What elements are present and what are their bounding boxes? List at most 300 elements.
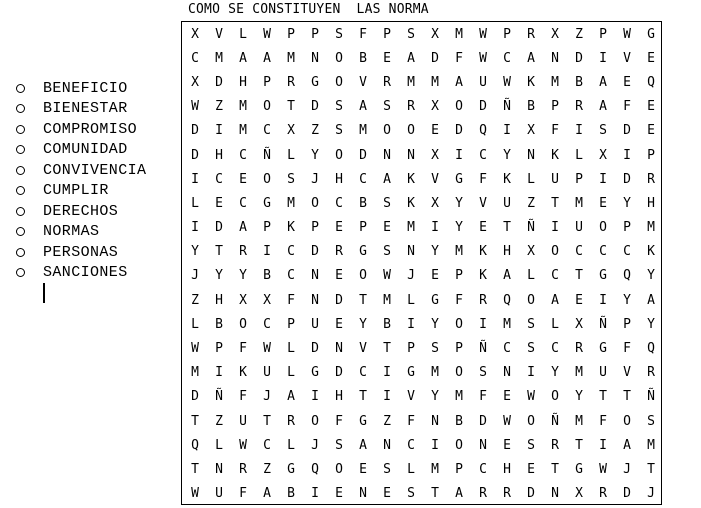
grid-cell[interactable]: K (503, 171, 511, 187)
grid-cell[interactable]: O (407, 123, 415, 139)
grid-cell[interactable]: E (503, 389, 511, 405)
grid-cell[interactable]: Y (647, 268, 655, 284)
grid-cell[interactable]: K (527, 74, 535, 90)
grid-cell[interactable]: T (599, 389, 607, 405)
grid-cell[interactable]: Z (191, 292, 199, 308)
grid-cell[interactable]: Z (383, 413, 391, 429)
grid-cell[interactable]: G (287, 461, 295, 477)
grid-cell[interactable]: L (239, 26, 247, 42)
grid-cell[interactable]: Y (239, 268, 247, 284)
grid-cell[interactable]: M (407, 74, 415, 90)
grid-cell[interactable]: W (503, 74, 511, 90)
grid-cell[interactable]: T (191, 413, 199, 429)
grid-cell[interactable]: B (287, 486, 295, 502)
grid-cell[interactable]: P (263, 74, 271, 90)
grid-cell[interactable]: Q (191, 437, 199, 453)
grid-cell[interactable]: T (431, 486, 439, 502)
grid-cell[interactable]: X (263, 292, 271, 308)
grid-cell[interactable]: X (431, 195, 439, 211)
grid-cell[interactable]: I (383, 365, 391, 381)
grid-cell[interactable]: U (215, 486, 223, 502)
grid-cell[interactable]: T (359, 292, 367, 308)
grid-cell[interactable]: E (383, 220, 391, 236)
grid-cell[interactable]: M (239, 123, 247, 139)
grid-cell[interactable]: X (287, 123, 295, 139)
grid-cell[interactable]: C (359, 171, 367, 187)
grid-cell[interactable]: A (551, 292, 559, 308)
grid-cell[interactable]: H (647, 195, 655, 211)
grid-cell[interactable]: P (455, 341, 463, 357)
grid-cell[interactable]: C (239, 195, 247, 211)
grid-cell[interactable]: H (503, 244, 511, 260)
grid-cell[interactable]: T (551, 461, 559, 477)
grid-cell[interactable]: O (335, 147, 343, 163)
grid-cell[interactable]: N (527, 147, 535, 163)
grid-cell[interactable]: D (359, 147, 367, 163)
grid-cell[interactable]: S (383, 195, 391, 211)
grid-cell[interactable]: I (191, 220, 199, 236)
grid-cell[interactable]: O (311, 413, 319, 429)
grid-cell[interactable]: G (407, 365, 415, 381)
grid-cell[interactable]: E (215, 195, 223, 211)
grid-cell[interactable]: I (215, 123, 223, 139)
grid-cell[interactable]: P (287, 316, 295, 332)
grid-cell[interactable]: A (239, 220, 247, 236)
grid-cell[interactable]: B (575, 74, 583, 90)
grid-cell[interactable]: S (479, 365, 487, 381)
grid-cell[interactable]: T (551, 195, 559, 211)
grid-cell[interactable]: K (239, 365, 247, 381)
grid-cell[interactable]: I (527, 365, 535, 381)
grid-cell[interactable]: D (215, 220, 223, 236)
grid-cell[interactable]: T (359, 389, 367, 405)
grid-cell[interactable]: H (215, 292, 223, 308)
grid-cell[interactable]: E (647, 99, 655, 115)
grid-cell[interactable]: S (383, 244, 391, 260)
grid-cell[interactable]: I (383, 389, 391, 405)
grid-cell[interactable]: Y (623, 195, 631, 211)
grid-cell[interactable]: M (575, 195, 583, 211)
grid-cell[interactable]: M (191, 365, 199, 381)
grid-cell[interactable]: D (527, 486, 535, 502)
grid-cell[interactable]: G (599, 268, 607, 284)
grid-cell[interactable]: Y (191, 244, 199, 260)
grid-cell[interactable]: I (311, 486, 319, 502)
grid-cell[interactable]: W (383, 268, 391, 284)
grid-cell[interactable]: I (503, 123, 511, 139)
grid-cell[interactable]: R (287, 413, 295, 429)
grid-cell[interactable]: P (359, 220, 367, 236)
grid-cell[interactable]: G (359, 413, 367, 429)
grid-cell[interactable]: Y (431, 316, 439, 332)
grid-cell[interactable]: Y (623, 292, 631, 308)
grid-cell[interactable]: C (263, 123, 271, 139)
grid-cell[interactable]: I (263, 244, 271, 260)
grid-cell[interactable]: Y (431, 244, 439, 260)
grid-cell[interactable]: D (431, 50, 439, 66)
grid-cell[interactable]: O (623, 413, 631, 429)
grid-cell[interactable]: I (431, 220, 439, 236)
grid-cell[interactable]: K (479, 268, 487, 284)
grid-cell[interactable]: O (551, 389, 559, 405)
grid-cell[interactable]: E (647, 123, 655, 139)
grid-cell[interactable]: H (215, 147, 223, 163)
grid-cell[interactable]: O (383, 123, 391, 139)
grid-cell[interactable]: O (263, 171, 271, 187)
grid-cell[interactable]: A (527, 50, 535, 66)
grid-cell[interactable]: Q (503, 292, 511, 308)
grid-cell[interactable]: S (431, 341, 439, 357)
grid-cell[interactable]: E (335, 316, 343, 332)
grid-cell[interactable]: N (551, 50, 559, 66)
grid-cell[interactable]: O (599, 220, 607, 236)
grid-cell[interactable]: N (431, 413, 439, 429)
grid-cell[interactable]: M (239, 99, 247, 115)
grid-cell[interactable]: F (407, 413, 415, 429)
grid-cell[interactable]: C (503, 50, 511, 66)
grid-cell[interactable]: C (215, 171, 223, 187)
grid-cell[interactable]: F (623, 99, 631, 115)
grid-cell[interactable]: P (383, 26, 391, 42)
grid-cell[interactable]: A (287, 389, 295, 405)
grid-cell[interactable]: K (551, 147, 559, 163)
grid-cell[interactable]: J (623, 461, 631, 477)
grid-cell[interactable]: M (575, 365, 583, 381)
grid-cell[interactable]: I (455, 147, 463, 163)
grid-cell[interactable]: N (503, 365, 511, 381)
grid-cell[interactable]: J (407, 268, 415, 284)
grid-cell[interactable]: T (575, 437, 583, 453)
grid-cell[interactable]: R (647, 171, 655, 187)
grid-cell[interactable]: L (575, 147, 583, 163)
grid-cell[interactable]: X (191, 74, 199, 90)
grid-cell[interactable]: P (455, 268, 463, 284)
grid-cell[interactable]: G (359, 244, 367, 260)
grid-cell[interactable]: Y (503, 147, 511, 163)
grid-cell[interactable]: F (287, 292, 295, 308)
grid-cell[interactable]: W (479, 26, 487, 42)
grid-cell[interactable]: M (359, 123, 367, 139)
grid-cell[interactable]: C (623, 244, 631, 260)
grid-cell[interactable]: P (599, 26, 607, 42)
grid-cell[interactable]: A (647, 292, 655, 308)
grid-cell[interactable]: C (407, 437, 415, 453)
grid-cell[interactable]: E (431, 268, 439, 284)
grid-cell[interactable]: M (575, 413, 583, 429)
grid-cell[interactable]: M (287, 50, 295, 66)
grid-cell[interactable]: O (455, 437, 463, 453)
grid-cell[interactable]: F (455, 50, 463, 66)
grid-cell[interactable]: R (551, 437, 559, 453)
grid-cell[interactable]: N (479, 437, 487, 453)
grid-cell[interactable]: R (479, 292, 487, 308)
grid-cell[interactable]: P (551, 99, 559, 115)
grid-cell[interactable]: A (503, 268, 511, 284)
grid-cell[interactable]: Ñ (551, 413, 559, 429)
grid-cell[interactable]: Y (455, 195, 463, 211)
grid-cell[interactable]: B (359, 195, 367, 211)
grid-cell[interactable]: F (239, 486, 247, 502)
grid-cell[interactable]: W (191, 486, 199, 502)
grid-cell[interactable]: Z (575, 26, 583, 42)
grid-cell[interactable]: Z (215, 99, 223, 115)
grid-cell[interactable]: O (311, 195, 319, 211)
grid-cell[interactable]: N (383, 437, 391, 453)
grid-cell[interactable]: P (503, 26, 511, 42)
grid-cell[interactable]: B (527, 99, 535, 115)
grid-cell[interactable]: G (599, 341, 607, 357)
grid-cell[interactable]: R (647, 365, 655, 381)
grid-cell[interactable]: Z (263, 461, 271, 477)
grid-cell[interactable]: H (239, 74, 247, 90)
grid-cell[interactable]: S (383, 461, 391, 477)
grid-cell[interactable]: F (239, 341, 247, 357)
grid-cell[interactable]: G (311, 74, 319, 90)
grid-cell[interactable]: G (431, 292, 439, 308)
grid-cell[interactable]: K (287, 220, 295, 236)
grid-cell[interactable]: R (239, 461, 247, 477)
grid-cell[interactable]: P (263, 220, 271, 236)
grid-cell[interactable]: I (599, 437, 607, 453)
grid-cell[interactable]: A (455, 486, 463, 502)
grid-cell[interactable]: I (479, 316, 487, 332)
grid-cell[interactable]: V (623, 365, 631, 381)
grid-cell[interactable]: T (383, 341, 391, 357)
grid-cell[interactable]: C (359, 365, 367, 381)
grid-cell[interactable]: S (647, 413, 655, 429)
grid-cell[interactable]: Ñ (503, 99, 511, 115)
grid-cell[interactable]: Y (647, 316, 655, 332)
grid-cell[interactable]: M (647, 437, 655, 453)
grid-cell[interactable]: V (623, 50, 631, 66)
grid-cell[interactable]: L (287, 437, 295, 453)
grid-cell[interactable]: I (623, 147, 631, 163)
grid-cell[interactable]: E (623, 74, 631, 90)
grid-cell[interactable]: X (599, 147, 607, 163)
grid-cell[interactable]: D (311, 99, 319, 115)
grid-cell[interactable]: A (239, 50, 247, 66)
grid-cell[interactable]: Q (623, 268, 631, 284)
grid-cell[interactable]: P (455, 461, 463, 477)
grid-cell[interactable]: F (239, 389, 247, 405)
grid-cell[interactable]: P (623, 316, 631, 332)
grid-cell[interactable]: I (407, 316, 415, 332)
grid-cell[interactable]: M (647, 220, 655, 236)
grid-cell[interactable]: A (263, 486, 271, 502)
grid-cell[interactable]: L (287, 365, 295, 381)
grid-cell[interactable]: T (287, 99, 295, 115)
grid-cell[interactable]: Ñ (527, 220, 535, 236)
grid-cell[interactable]: U (503, 195, 511, 211)
grid-cell[interactable]: M (503, 316, 511, 332)
grid-cell[interactable]: E (431, 123, 439, 139)
grid-cell[interactable]: W (479, 50, 487, 66)
grid-cell[interactable]: W (503, 413, 511, 429)
grid-cell[interactable]: M (287, 195, 295, 211)
grid-cell[interactable]: X (239, 292, 247, 308)
grid-cell[interactable]: Z (527, 195, 535, 211)
grid-cell[interactable]: F (335, 413, 343, 429)
grid-cell[interactable]: E (527, 461, 535, 477)
grid-cell[interactable]: U (263, 365, 271, 381)
grid-cell[interactable]: D (479, 99, 487, 115)
grid-cell[interactable]: B (455, 413, 463, 429)
grid-cell[interactable]: F (599, 413, 607, 429)
grid-cell[interactable]: M (431, 461, 439, 477)
grid-cell[interactable]: X (431, 26, 439, 42)
grid-cell[interactable]: O (455, 365, 463, 381)
grid-cell[interactable]: P (311, 220, 319, 236)
grid-cell[interactable]: S (407, 26, 415, 42)
grid-cell[interactable]: G (311, 365, 319, 381)
grid-cell[interactable]: Ñ (599, 316, 607, 332)
grid-cell[interactable]: C (551, 268, 559, 284)
grid-cell[interactable]: X (575, 486, 583, 502)
grid-cell[interactable]: Q (311, 461, 319, 477)
grid-cell[interactable]: D (311, 341, 319, 357)
grid-cell[interactable]: L (407, 461, 415, 477)
grid-cell[interactable]: E (335, 486, 343, 502)
grid-cell[interactable]: S (287, 171, 295, 187)
grid-cell[interactable]: C (287, 244, 295, 260)
grid-cell[interactable]: M (431, 74, 439, 90)
grid-cell[interactable]: A (623, 437, 631, 453)
grid-cell[interactable]: J (191, 268, 199, 284)
grid-cell[interactable]: I (551, 220, 559, 236)
grid-cell[interactable]: O (335, 461, 343, 477)
grid-cell[interactable]: D (335, 365, 343, 381)
grid-cell[interactable]: P (407, 341, 415, 357)
grid-cell[interactable]: R (575, 99, 583, 115)
grid-cell[interactable]: O (527, 292, 535, 308)
grid-cell[interactable]: L (191, 316, 199, 332)
grid-cell[interactable]: L (287, 341, 295, 357)
grid-cell[interactable]: R (599, 486, 607, 502)
grid-cell[interactable]: Q (647, 341, 655, 357)
grid-cell[interactable]: W (263, 26, 271, 42)
grid-cell[interactable]: D (623, 486, 631, 502)
grid-cell[interactable]: S (599, 123, 607, 139)
grid-cell[interactable]: P (287, 26, 295, 42)
grid-cell[interactable]: U (599, 365, 607, 381)
grid-cell[interactable]: F (359, 26, 367, 42)
grid-cell[interactable]: A (455, 74, 463, 90)
grid-cell[interactable]: S (383, 99, 391, 115)
grid-cell[interactable]: L (287, 147, 295, 163)
grid-cell[interactable]: I (191, 171, 199, 187)
grid-cell[interactable]: U (239, 413, 247, 429)
grid-cell[interactable]: Ñ (263, 147, 271, 163)
grid-cell[interactable]: E (503, 437, 511, 453)
grid-cell[interactable]: C (599, 244, 607, 260)
grid-cell[interactable]: R (575, 341, 583, 357)
grid-cell[interactable]: G (575, 461, 583, 477)
grid-cell[interactable]: A (359, 437, 367, 453)
grid-cell[interactable]: L (527, 171, 535, 187)
grid-cell[interactable]: C (503, 341, 511, 357)
grid-cell[interactable]: C (479, 147, 487, 163)
grid-cell[interactable]: R (503, 486, 511, 502)
grid-cell[interactable]: A (359, 99, 367, 115)
grid-cell[interactable]: I (599, 171, 607, 187)
grid-cell[interactable]: C (263, 316, 271, 332)
grid-cell[interactable]: Ñ (479, 341, 487, 357)
grid-cell[interactable]: E (335, 268, 343, 284)
grid-cell[interactable]: N (311, 50, 319, 66)
grid-cell[interactable]: E (383, 50, 391, 66)
grid-cell[interactable]: G (455, 171, 463, 187)
grid-cell[interactable]: O (455, 99, 463, 115)
grid-cell[interactable]: X (431, 99, 439, 115)
grid-cell[interactable]: L (215, 437, 223, 453)
grid-cell[interactable]: X (527, 123, 535, 139)
grid-cell[interactable]: T (215, 244, 223, 260)
grid-cell[interactable]: J (263, 389, 271, 405)
grid-cell[interactable]: F (479, 389, 487, 405)
grid-cell[interactable]: M (215, 50, 223, 66)
grid-cell[interactable]: M (383, 292, 391, 308)
grid-cell[interactable]: A (263, 50, 271, 66)
grid-cell[interactable]: O (263, 99, 271, 115)
grid-cell[interactable]: E (383, 486, 391, 502)
grid-cell[interactable]: X (431, 147, 439, 163)
grid-cell[interactable]: K (407, 171, 415, 187)
grid-cell[interactable]: V (407, 389, 415, 405)
grid-cell[interactable]: Y (215, 268, 223, 284)
grid-cell[interactable]: A (383, 171, 391, 187)
grid-cell[interactable]: K (479, 244, 487, 260)
grid-cell[interactable]: O (551, 244, 559, 260)
grid-cell[interactable]: T (191, 461, 199, 477)
grid-cell[interactable]: E (359, 461, 367, 477)
grid-cell[interactable]: B (215, 316, 223, 332)
grid-cell[interactable]: G (647, 26, 655, 42)
grid-cell[interactable]: U (311, 316, 319, 332)
grid-cell[interactable]: N (215, 461, 223, 477)
grid-cell[interactable]: W (263, 341, 271, 357)
grid-cell[interactable]: E (647, 50, 655, 66)
grid-cell[interactable]: Q (479, 123, 487, 139)
grid-cell[interactable]: H (335, 389, 343, 405)
grid-cell[interactable]: I (431, 437, 439, 453)
grid-cell[interactable]: M (455, 389, 463, 405)
grid-cell[interactable]: D (191, 147, 199, 163)
grid-cell[interactable]: D (191, 123, 199, 139)
grid-cell[interactable]: H (335, 171, 343, 187)
grid-cell[interactable]: Ñ (647, 389, 655, 405)
grid-cell[interactable]: A (407, 50, 415, 66)
grid-cell[interactable]: O (455, 316, 463, 332)
grid-cell[interactable]: M (431, 365, 439, 381)
grid-cell[interactable]: D (455, 123, 463, 139)
grid-cell[interactable]: F (551, 123, 559, 139)
grid-cell[interactable]: X (575, 316, 583, 332)
grid-cell[interactable]: V (479, 195, 487, 211)
grid-cell[interactable]: X (551, 26, 559, 42)
grid-cell[interactable]: N (551, 486, 559, 502)
grid-cell[interactable]: N (311, 268, 319, 284)
grid-cell[interactable]: R (287, 74, 295, 90)
grid-cell[interactable]: V (359, 74, 367, 90)
grid-cell[interactable]: D (311, 244, 319, 260)
grid-cell[interactable]: C (263, 437, 271, 453)
grid-cell[interactable]: X (191, 26, 199, 42)
grid-cell[interactable]: Y (359, 316, 367, 332)
grid-cell[interactable]: P (215, 341, 223, 357)
grid-cell[interactable]: R (407, 99, 415, 115)
grid-cell[interactable]: L (527, 268, 535, 284)
grid-cell[interactable]: M (455, 244, 463, 260)
